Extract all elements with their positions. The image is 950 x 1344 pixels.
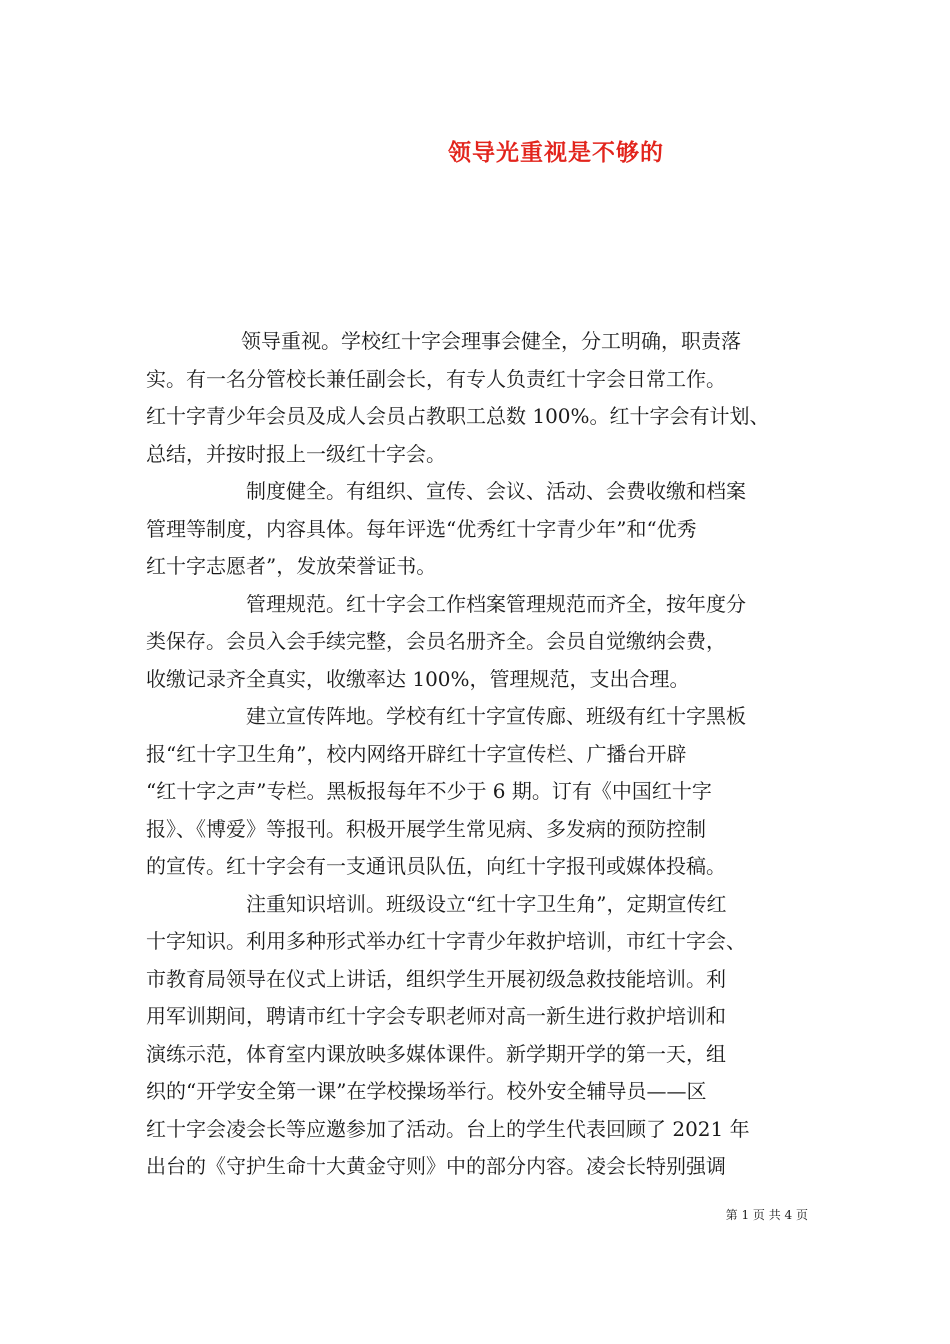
text-line: 实。有一名分管校长兼任副会长，有专人负责红十字会日常工作。: [146, 366, 726, 391]
document-body: [146, 323, 811, 1186]
document-title: 领导光重视是不够的: [448, 139, 664, 166]
text-line: 出台的《守护生命十大黄金守则》中的部分内容。凌会长特别强调: [146, 1154, 726, 1178]
text-line: 领导重视。学校红十字会理事会健全，分工明确，职责落: [241, 329, 741, 353]
text-line: 总结，并按时报上一级红十字会。: [146, 441, 446, 466]
text-line: 类保存。会员入会手续完整，会员名册齐全。会员自觉缴纳会费，: [146, 629, 726, 653]
text-line: 管理等制度，内容具体。每年评选“优秀红十字青少年”和“优秀: [146, 516, 697, 541]
text-line: 织的“开学安全第一课”在学校操场举行。校外安全辅导员——区: [146, 1079, 707, 1103]
paragraph-3: [146, 586, 811, 699]
text-line: 报“红十字卫生角”，校内网络开辟红十字宣传栏、广播台开辟: [146, 741, 687, 766]
text-line: 管理规范。红十字会工作档案管理规范而齐全，按年度分: [246, 591, 746, 616]
page-number-footer: 第 1 页 共 4 页: [725, 1208, 808, 1222]
text-line: 收缴记录齐全真实，收缴率达 100%，管理规范，支出合理。: [146, 666, 690, 691]
text-line: 市教育局领导在仪式上讲话，组织学生开展初级急救技能培训。利: [146, 966, 726, 991]
paragraph-1: [146, 323, 811, 473]
paragraph-2: [146, 473, 811, 586]
paragraph-4: [146, 698, 811, 886]
text-line: 十字知识。利用多种形式举办红十字青少年救护培训，市红十字会、: [146, 929, 746, 953]
text-line: 红十字会凌会长等应邀参加了活动。台上的学生代表回顾了 2021 年: [146, 1116, 750, 1141]
text-line: 红十字青少年会员及成人会员占教职工总数 100%。红十字会有计划、: [146, 404, 770, 428]
paragraph-5: [146, 886, 811, 1186]
text-line: 用军训期间，聘请市红十字会专职老师对高一新生进行救护培训和: [146, 1004, 726, 1028]
text-line: 的宣传。红十字会有一支通讯员队伍，向红十字报刊或媒体投稿。: [146, 854, 726, 878]
text-line: 红十字志愿者”，发放荣誉证书。: [146, 554, 437, 578]
text-line: 报》、《博爱》等报刊。积极开展学生常见病、多发病的预防控制: [146, 816, 706, 841]
text-line: 演练示范，体育室内课放映多媒体课件。新学期开学的第一天，组: [146, 1041, 726, 1066]
text-line: 建立宣传阵地。学校有红十字宣传廊、班级有红十字黑板: [246, 704, 746, 728]
text-line: “红十字之声”专栏。黑板报每年不少于 6 期。订有《中国红十字: [146, 779, 712, 803]
text-line: 注重知识培训。班级设立“红十字卫生角”，定期宣传红: [246, 891, 727, 916]
text-line: 制度健全。有组织、宣传、会议、活动、会费收缴和档案: [246, 479, 746, 503]
